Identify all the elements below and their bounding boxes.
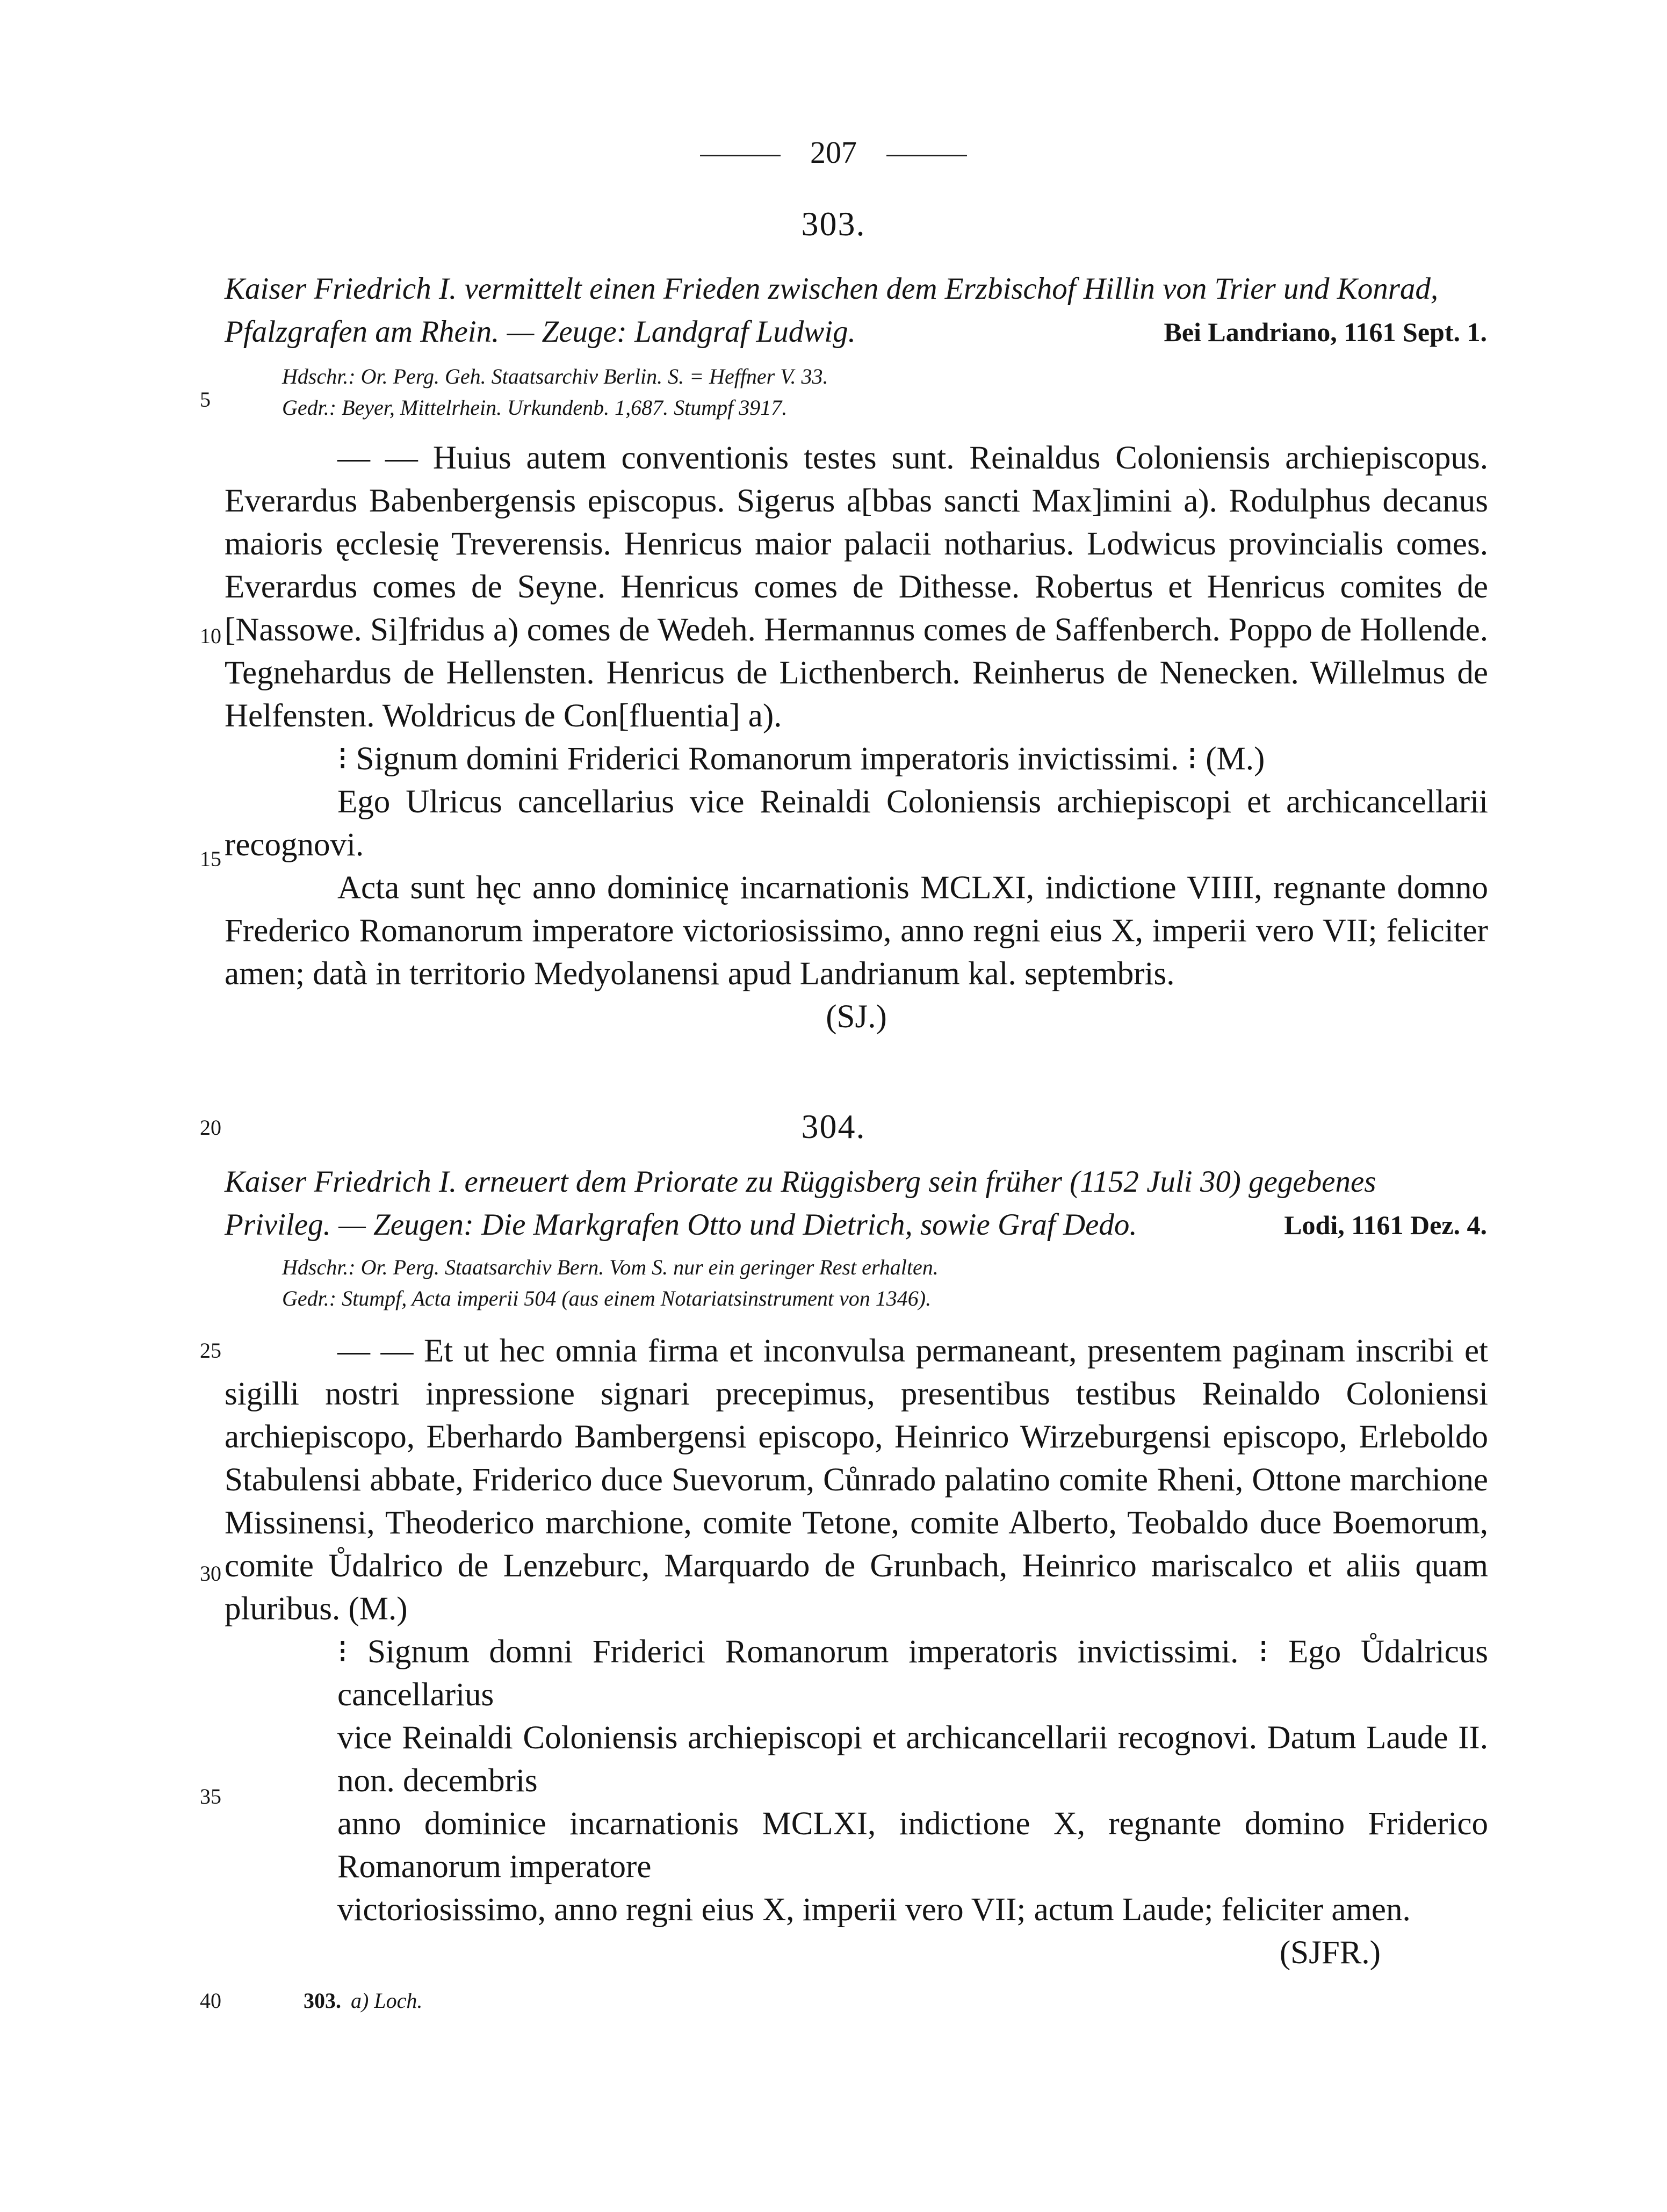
page-header: [0, 134, 1667, 170]
line-number: 40: [200, 1988, 221, 2013]
doc-304-source-printed: Gedr.: Stumpf, Acta imperii 504 (aus einem Notariatsinstrument von 1346).: [282, 1286, 932, 1310]
line-number: 35: [200, 1784, 221, 1808]
footnote-text: Loch.: [374, 1988, 423, 2013]
doc-304-regest: [225, 1161, 1487, 1246]
doc-304-regest-line2: Privileg. — Zeugen: Die Markgrafen Otto und Dietrich, sowie Graf Dedo.: [225, 1208, 1137, 1242]
doc-303-regest-line2-row: [225, 311, 1487, 354]
doc-303-recognitio: Ego Ulricus cancellarius vice Reinaldi Coloniensis archiepiscopi et archicancellarii recognovi.: [225, 784, 1488, 863]
doc-304-sources: [282, 1252, 1485, 1314]
doc-303-text: [225, 437, 1488, 1039]
line-number: 10: [200, 624, 221, 648]
doc-304-recognitio: vice Reinaldi Coloniensis archiepiscopi et archicancellarii recognovi. Datum Laude II. non. decembris: [337, 1720, 1488, 1799]
doc-303-regest-line2: Pfalzgrafen am Rhein. — Zeuge: Landgraf Ludwig.: [225, 315, 856, 349]
doc-304-witness-list: — — Et ut hec omnia firma et inconvulsa permaneant, presentem paginam inscribi et sigilli nostri inpressione signari precepimus, presentibus testibus Reinaldo Coloniensi archiepiscopo, Eberhardo Bambergensi episcopo, Heinrico Wirzeburgensi episcopo, Erleboldo Stabulensi abbate, Friderico duce Suevorum, Cůnrado palatino comite Rheni, Ottone marchione Missinensi, Theoderico marchione, comite Tetone, comite Alberto, Teobaldo duce Boemorum, comite Ůdalrico de Lenzeburc, Marquardo de Grunbach, Heinrico mariscalco et aliis quam pluribus. (M.): [225, 1333, 1488, 1627]
doc-303-signum: ⁝ Signum domini Friderici Romanorum imperatoris invictissimi. ⁝ (M.): [337, 741, 1265, 777]
doc-303-source-printed: Gedr.: Beyer, Mittelrhein. Urkundenb. 1,687. Stumpf 3917.: [282, 395, 788, 420]
page-number: 207: [810, 135, 857, 170]
header-rule-left: [700, 155, 781, 156]
doc-304-regest-line2-row: [225, 1204, 1487, 1246]
line-number: 20: [200, 1115, 221, 1140]
doc-303-sources: [282, 361, 1485, 423]
footnote: [252, 1988, 422, 2013]
footnote-marker: a): [351, 1988, 369, 2013]
doc-304-number: 304.: [801, 1107, 866, 1145]
line-number: 30: [200, 1561, 221, 1586]
doc-304-siegel: (SJFR.): [1279, 1935, 1381, 1971]
doc-303-number: 303.: [801, 205, 866, 243]
doc-304-datum: Lodi, 1161 Dez. 4.: [1284, 1210, 1487, 1240]
footnote-doc-number: 303.: [304, 1988, 341, 2013]
doc-304-text: [225, 1330, 1488, 1975]
doc-303-datierung: Acta sunt hęc anno dominicę incarnationis MCLXI, indictione VIIII, regnante domno Frederico Romanorum imperatore victoriosissimo, anno regni eius X, imperii vero VII; feliciter amen; datà in territorio Medyolanensi apud Landrianum kal. septembris.: [225, 870, 1488, 992]
doc-303-witness-list: — — Huius autem conventionis testes sunt. Reinaldus Coloniensis archiepiscopus. Everardus Babenbergensis episcopus. Sigerus a[bbas sancti Max]imini a). Rodulphus decanus maioris ęcclesię Treverensis. Henricus maior palacii notharius. Lodwicus provincialis comes. Everardus comes de Seyne. Henricus comes de Dithesse. Robertus et Henricus comites de [Nassowe. Si]fridus a) comes de Wedeh. Hermannus comes de Saffenberch. Poppo de Hollende. Tegnehardus de Hellensten. Henricus de Licthenberch. Reinherus de Nenecken. Willelmus de Helfensten. Woldricus de Con[fluentia] a).: [225, 440, 1488, 734]
doc-303-datum: Bei Landriano, 1161 Sept. 1.: [1164, 317, 1487, 347]
doc-303-source-manuscript: Hdschr.: Or. Perg. Geh. Staatsarchiv Berlin. S. = Heffner V. 33.: [282, 364, 828, 388]
doc-304-signum: ⁝ Signum domni Friderici Romanorum imperatoris invictissimi. ⁝ Ego Ůdalricus cancellarius: [337, 1634, 1488, 1713]
doc-304-source-manuscript: Hdschr.: Or. Perg. Staatsarchiv Bern. Vom S. nur ein geringer Rest erhalten.: [282, 1255, 939, 1279]
doc-303-regest-line1: Kaiser Friedrich I. vermittelt einen Frieden zwischen dem Erzbischof Hillin von Trier und Konrad,: [225, 272, 1439, 306]
line-number: 25: [200, 1338, 221, 1363]
header-rule-right: [886, 155, 967, 156]
doc-304-victor: victoriosissimo, anno regni eius X, imperii vero VII; actum Laude; feliciter amen.: [337, 1892, 1411, 1928]
doc-304-regest-line1: Kaiser Friedrich I. erneuert dem Priorate zu Rüggisberg sein früher (1152 Juli 30) gegebenes: [225, 1165, 1376, 1199]
line-number: 15: [200, 847, 221, 871]
doc-303-siegel: (SJ.): [826, 999, 887, 1035]
line-number: 5: [200, 387, 211, 412]
doc-304-anno: anno dominice incarnationis MCLXI, indictione X, regnante domino Friderico Romanorum imperatore: [337, 1806, 1488, 1885]
doc-303-regest: [225, 268, 1487, 354]
